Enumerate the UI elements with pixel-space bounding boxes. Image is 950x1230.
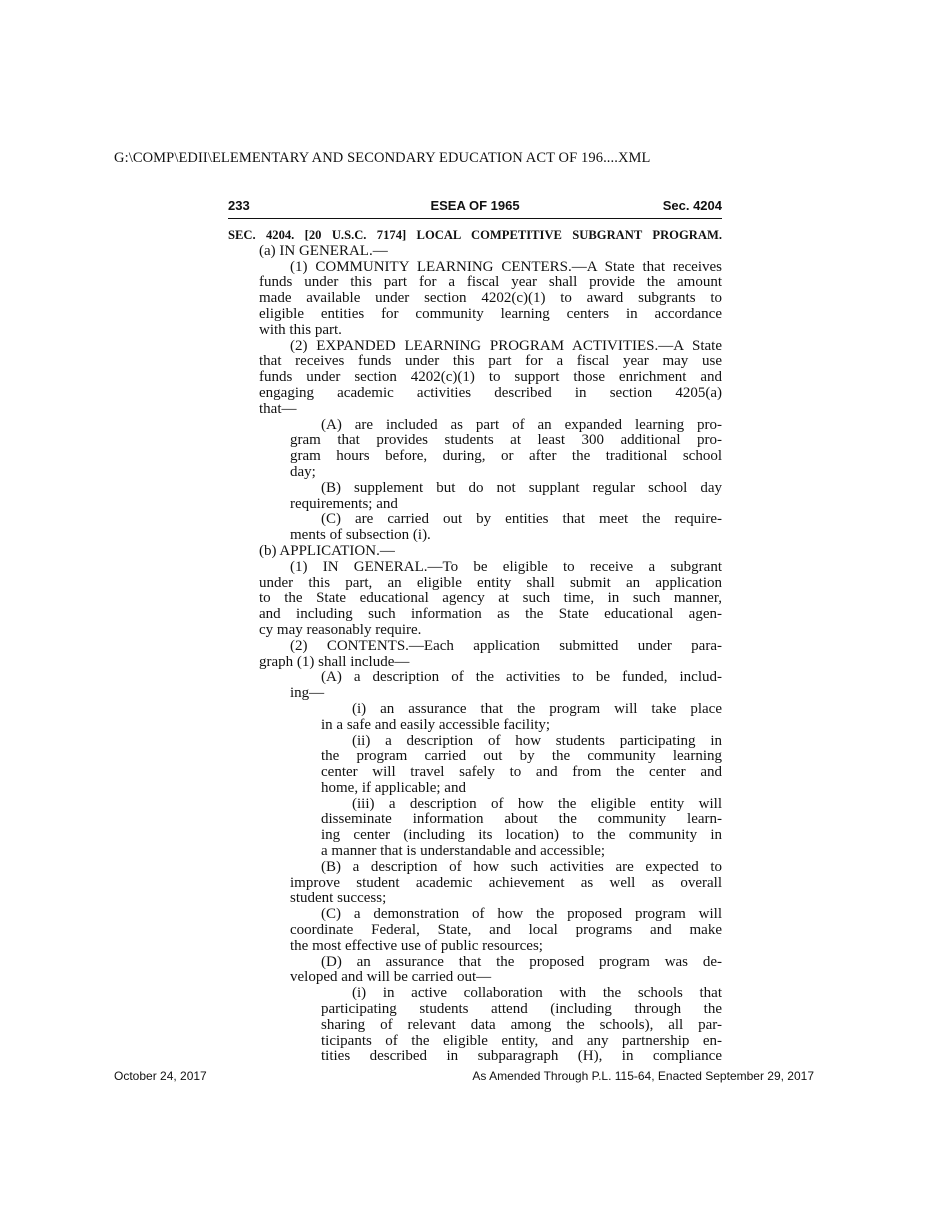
section-heading: SEC. 4204. [20 U.S.C. 7174] LOCAL COMPETITIVE SUBGRANT PROGRAM. (228, 228, 722, 242)
text-line: ing center (including its location) to the community in (321, 827, 722, 844)
text-line: tities described in subparagraph (H), in compliance (321, 1048, 722, 1065)
text-line: (a) IN GENERAL.— (259, 242, 388, 259)
text-line: cy may reasonably require. (259, 621, 422, 638)
text-line: ticipants of the eligible entity, and any partnership en- (321, 1032, 722, 1049)
text-line: (B) supplement but do not supplant regular school day (321, 479, 722, 496)
text-line: (D) an assurance that the proposed program was de- (321, 953, 722, 970)
text-line: under this part, an eligible entity shall submit an application (259, 574, 722, 591)
text-line: improve student academic achievement as well as overall (290, 874, 722, 891)
text-line: (B) a description of how such activities are expected to (321, 858, 722, 875)
text-line: gram that provides students at least 300 additional pro- (290, 432, 722, 449)
text-line: veloped and will be carried out— (290, 969, 492, 986)
text-line: (C) are carried out by entities that meet the require- (321, 511, 722, 528)
text-line: to the State educational agency at such time, in such manner, (259, 590, 722, 607)
text-line: that receives funds under this part for a fiscal year may use (259, 353, 722, 370)
text-line: (A) a description of the activities to be funded, includ- (321, 669, 722, 686)
text-line: (C) a demonstration of how the proposed program will (321, 906, 722, 923)
text-line: participating students attend (including through the (321, 1001, 722, 1018)
page-number: 233 (228, 198, 250, 213)
running-section: Sec. 4204 (662, 198, 722, 213)
text-line: day; (290, 463, 316, 480)
text-line: sharing of relevant data among the schools), all par- (321, 1016, 722, 1033)
text-line: funds under this part for a fiscal year shall provide the amount (259, 274, 722, 291)
text-line: requirements; and (290, 495, 398, 512)
text-line: and including such information as the State educational agen- (259, 606, 722, 623)
text-line: with this part. (259, 321, 342, 338)
text-line: in a safe and easily accessible facility; (321, 716, 551, 733)
file-path-header: G:\COMP\EDII\ELEMENTARY AND SECONDARY EDUCATION ACT OF 196....XML (114, 150, 651, 166)
text-line: (ii) a description of how students participating in (352, 732, 722, 749)
text-line: (1) COMMUNITY LEARNING CENTERS.—A State that receives (290, 258, 722, 275)
text-line: ments of subsection (i). (290, 527, 431, 544)
text-line: graph (1) shall include— (259, 653, 410, 670)
text-line: home, if applicable; and (321, 779, 466, 796)
text-line: the most effective use of public resources; (290, 937, 543, 954)
text-line: engaging academic activities described in section 4205(a) (259, 384, 722, 401)
text-line: made available under section 4202(c)(1) to award subgrants to (259, 290, 722, 307)
text-line: (A) are included as part of an expanded learning pro- (321, 416, 722, 433)
text-line: funds under section 4202(c)(1) to support those enrichment and (259, 369, 722, 386)
text-line: (1) IN GENERAL.—To be eligible to receive a subgrant (290, 558, 722, 575)
running-title: ESEA OF 1965 (430, 198, 520, 213)
text-line: disseminate information about the community learn- (321, 811, 722, 828)
statute-text (228, 228, 722, 1065)
text-line: ing— (290, 685, 325, 702)
text-line: (i) in active collaboration with the schools that (352, 985, 722, 1002)
text-line: gram hours before, during, or after the traditional school (290, 448, 722, 465)
text-line: (iii) a description of how the eligible entity will (352, 795, 722, 812)
text-line: center will travel safely to and from the center and (321, 764, 722, 781)
text-line: a manner that is understandable and accessible; (321, 843, 606, 860)
text-line: (2) EXPANDED LEARNING PROGRAM ACTIVITIES.—A State (290, 337, 722, 354)
text-line: student success; (290, 890, 387, 907)
text-line: (b) APPLICATION.— (259, 542, 395, 559)
text-line: (2) CONTENTS.—Each application submitted under para- (290, 637, 722, 654)
text-line: coordinate Federal, State, and local programs and make (290, 922, 722, 939)
text-line: eligible entities for community learning centers in accordance (259, 305, 722, 322)
running-head (228, 196, 722, 219)
footer-date: October 24, 2017 (114, 1069, 207, 1083)
footer-amended-through: As Amended Through P.L. 115-64, Enacted September 29, 2017 (472, 1069, 814, 1083)
text-line: the program carried out by the community learning (321, 748, 722, 765)
text-line: that— (259, 400, 297, 417)
text-line: (i) an assurance that the program will take place (352, 700, 722, 717)
